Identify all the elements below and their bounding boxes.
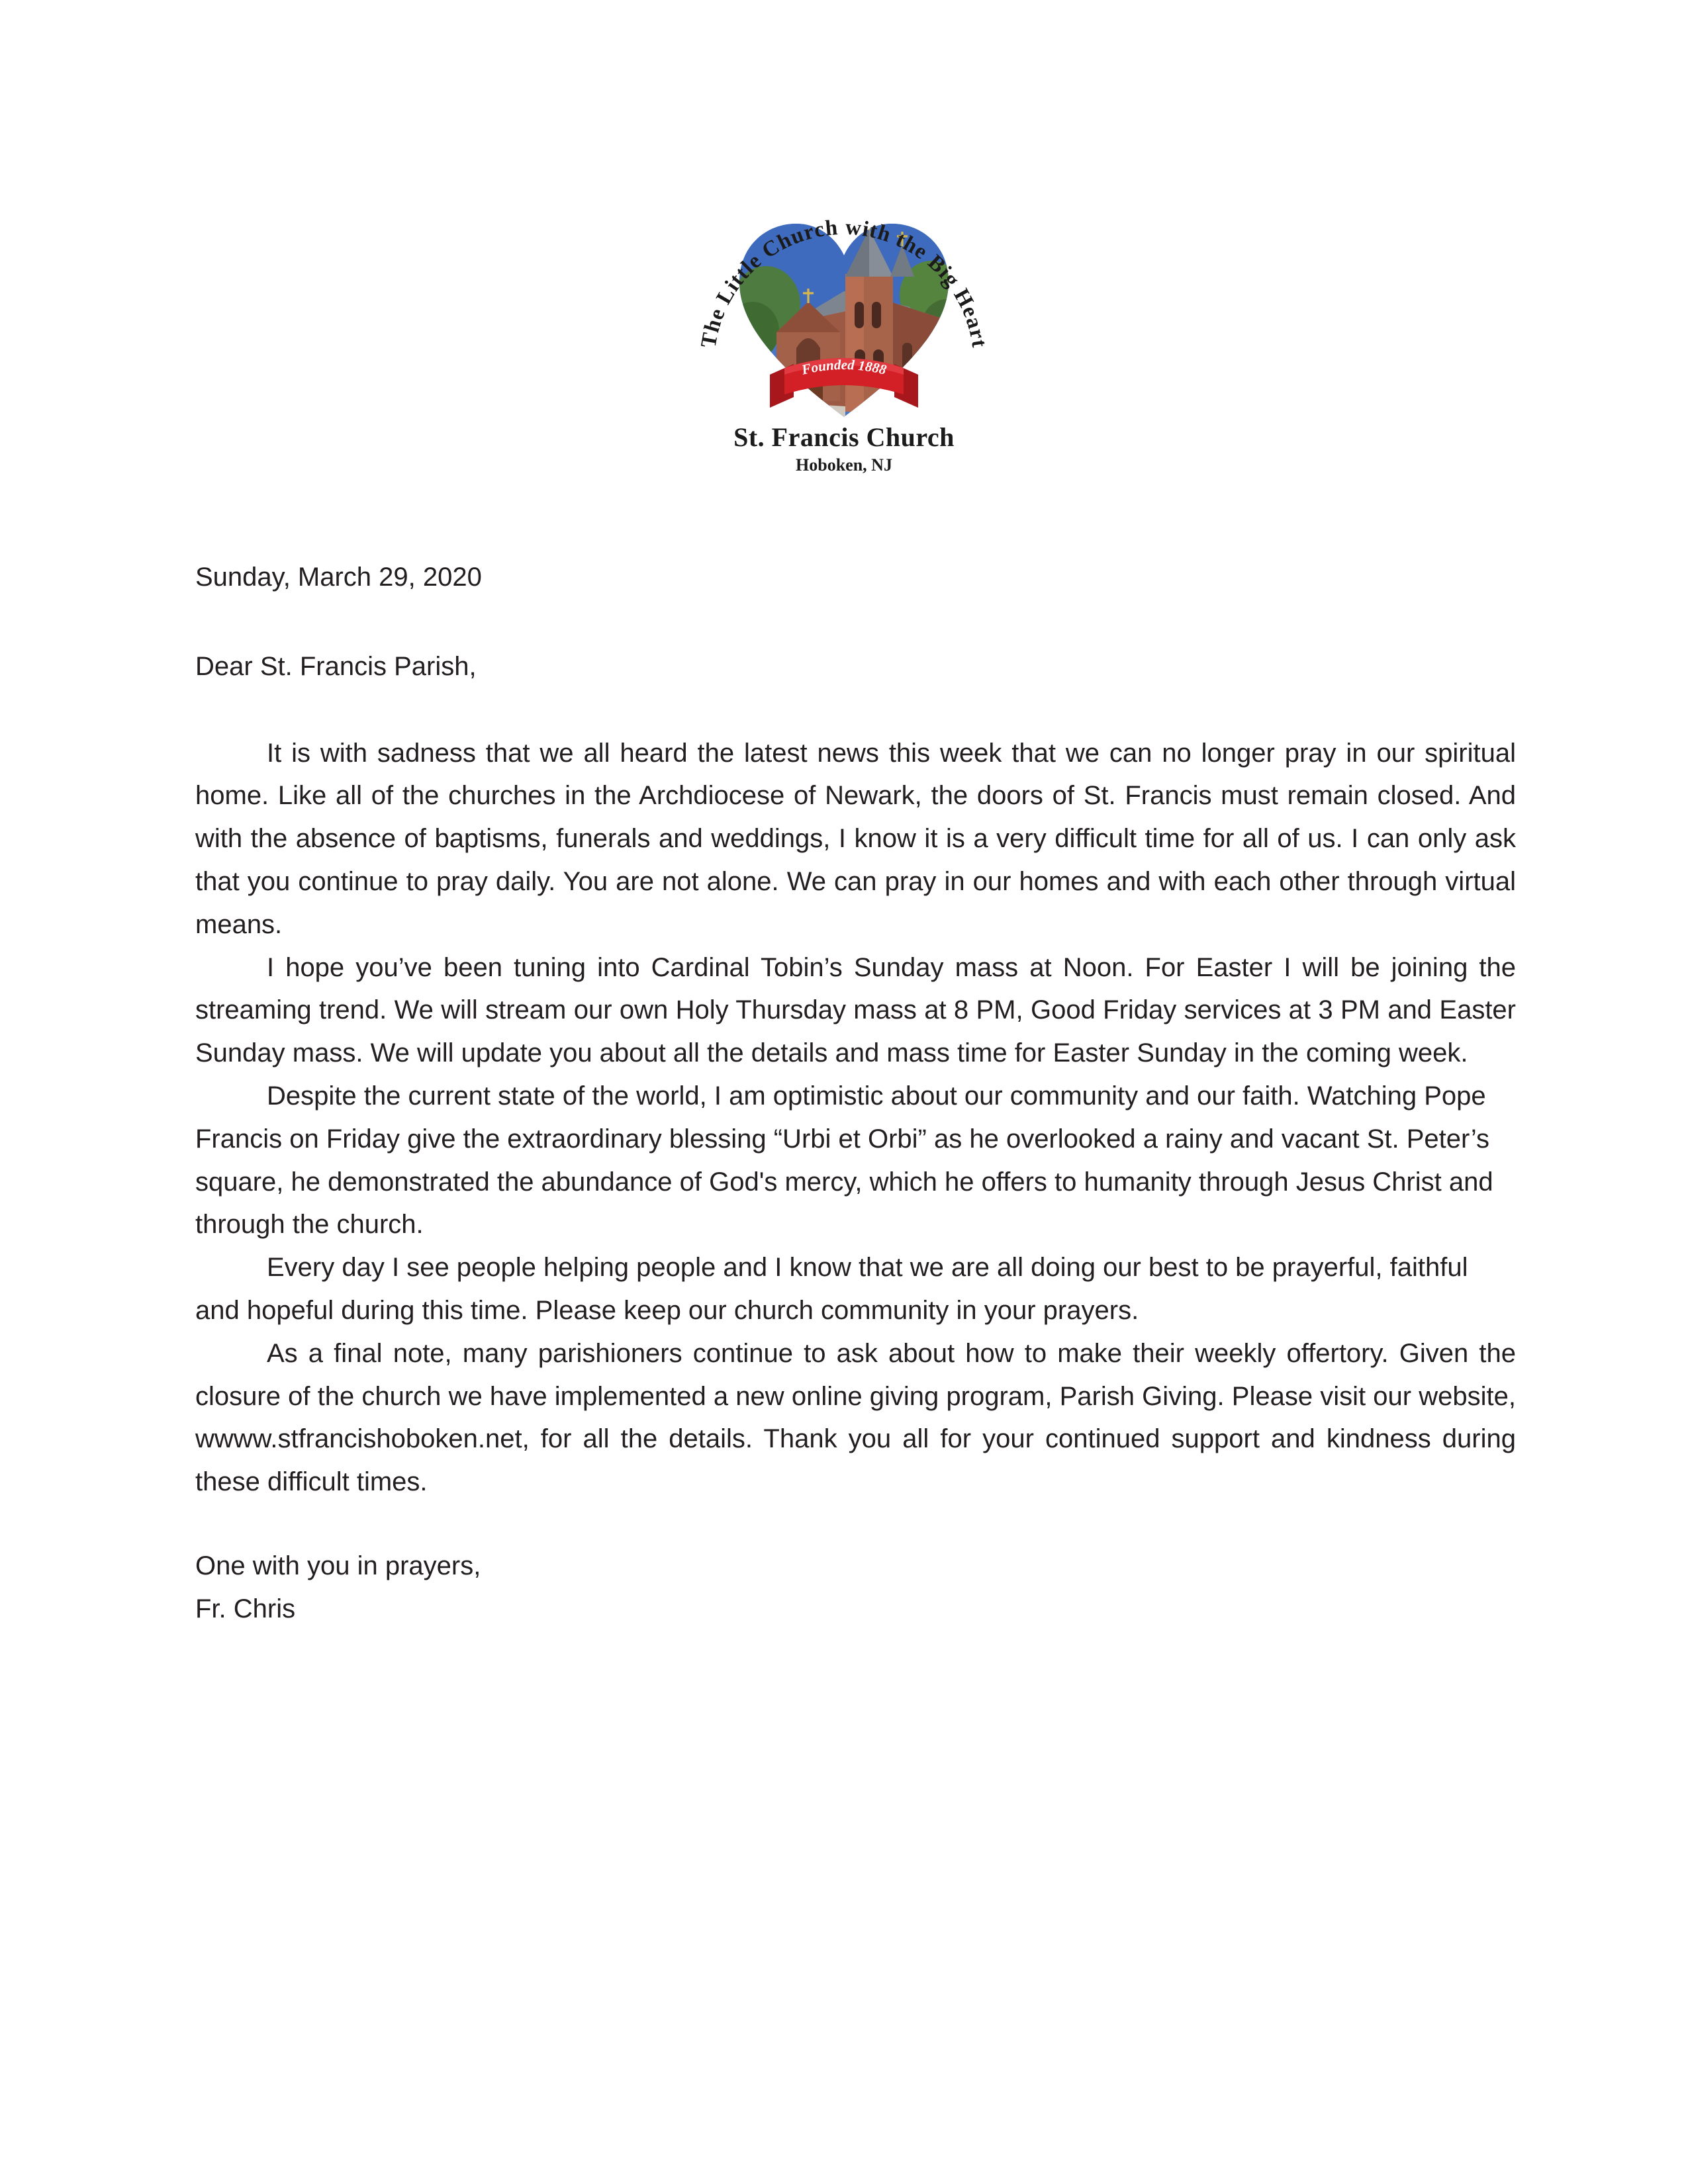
letter-paragraph-3: Despite the current state of the world, I am optimistic about our community and our faith. Watching Pope Francis on Friday give the extraordinary blessing “Urbi et Orbi” as he overlooked a rainy and vacant St. Peter’s square, he demonstrated the abundance of God's mercy, which he offers to humanity through Jesus Christ and through the church. [195,1081,1493,1240]
church-logo [0,165,1688,500]
letter-paragraph-4: Every day I see people helping people and I know that we are all doing our best to be prayerful, faithful and hopeful during this time. Please keep our church community in your prayers. [195,1253,1468,1325]
logo-church-name: St. Francis Church [733,422,955,452]
letter-paragraph-2: I hope you’ve been tuning into Cardinal Tobin’s Sunday mass at Noon. For Easter I will be joining the streaming trend. We will stream our own Holy Thursday mass at 8 PM, Good Friday services at 3 PM and Easter Sunday mass. We will update you about all the details and mass time for Easter Sunday in the coming week. [195,952,1516,1068]
letter-date: Sunday, March 29, 2020 [195,563,482,592]
letter-paragraph-1: It is with sadness that we all heard the latest news this week that we can no longer pray in our spiritual home. Like all of the churches in the Archdiocese of Newark, the doors of St. Francis must remain closed. And with the absence of baptisms, funerals and weddings, I know it is a very difficult time for all of us. I can only ask that you continue to pray daily. You are not alone. We can pray in our homes and with each other through virtual means. [195,738,1516,939]
letter-closing [195,1545,1516,1631]
logo-church-city: Hoboken, NJ [796,455,892,475]
letter-salutation: Dear St. Francis Parish, [195,651,477,681]
logo-graphic [692,165,996,437]
founded-banner-text: Founded 1888 [800,356,888,378]
letter-paragraph-5: As a final note, many parishioners continue to ask about how to make their weekly offertory. Given the closure of the church we have implemented a new online giving program, Parish Giving. Please visit our website, wwww.stfrancishoboken.net, for all the details. Thank you all for your continued support and kindness during these difficult times. [195,1338,1516,1497]
closing-line: One with you in prayers, [195,1551,481,1580]
signature-name: Fr. Chris [195,1594,296,1623]
letter-body [195,556,1516,1631]
logo-tagline: The Little Church with the Big Heart [696,215,992,350]
